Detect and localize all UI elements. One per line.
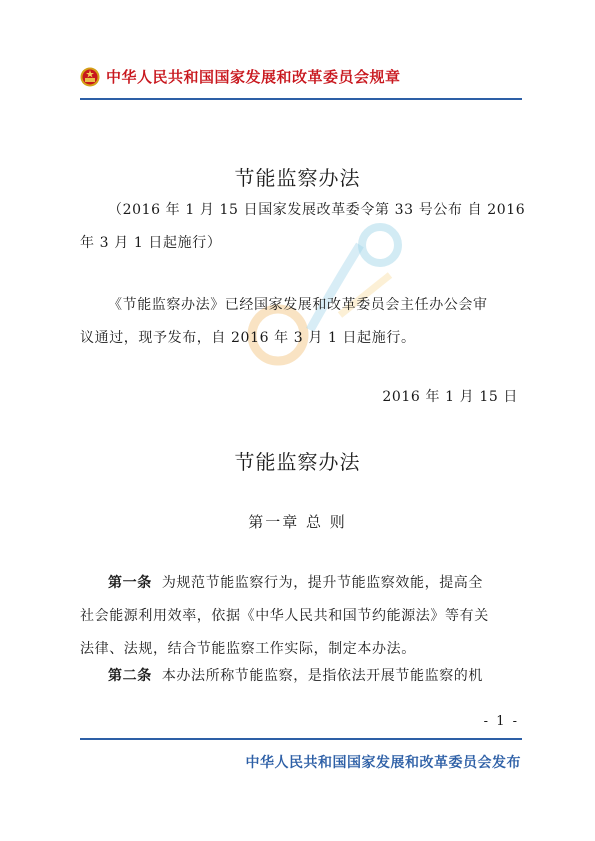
article-line: 社会能源利用效率，依据《中华人民共和国节约能源法》等有关 <box>80 608 489 624</box>
article-line <box>80 567 522 600</box>
page-number: - 1 - <box>483 714 519 729</box>
article-text: 为规范节能监察行为，提升节能监察效能，提高全 <box>161 575 484 591</box>
issue-date: 2016 年 1 月 15 日 <box>382 389 518 405</box>
page-header <box>80 62 522 100</box>
document-title: 节能监察办法 <box>234 166 361 190</box>
article-text: 本办法所称节能监察，是指依法开展节能监察的机 <box>161 668 484 684</box>
header-rule <box>80 98 522 100</box>
article-line <box>80 660 522 693</box>
article-2 <box>80 660 522 693</box>
footer-rule <box>80 738 522 740</box>
footer-publisher: 中华人民共和国国家发展和改革委员会发布 <box>245 755 521 771</box>
publication-note-line: 年 3 月 1 日起施行） <box>80 235 222 251</box>
publication-note-line: （2016 年 1 月 15 日国家发展改革委令第 33 号公布 自 2016 <box>108 202 526 218</box>
chapter-heading: 第一章 总 则 <box>248 513 347 531</box>
article-line: 法律、法规，结合节能监察工作实际，制定本办法。 <box>80 641 416 657</box>
publication-note <box>80 194 526 260</box>
article-label: 第二条 <box>108 668 152 684</box>
intro-line: 《节能监察办法》已经国家发展和改革委员会主任办公会审 <box>108 297 488 313</box>
article-1 <box>80 567 522 666</box>
intro-paragraph <box>80 289 522 355</box>
national-emblem-icon <box>80 66 100 88</box>
header-title: 中华人民共和国国家发展和改革委员会规章 <box>106 68 401 86</box>
article-label: 第一条 <box>108 575 152 591</box>
intro-line: 议通过，现予发布，自 2016 年 3 月 1 日起施行。 <box>80 330 416 346</box>
document-subtitle: 节能监察办法 <box>234 450 361 474</box>
